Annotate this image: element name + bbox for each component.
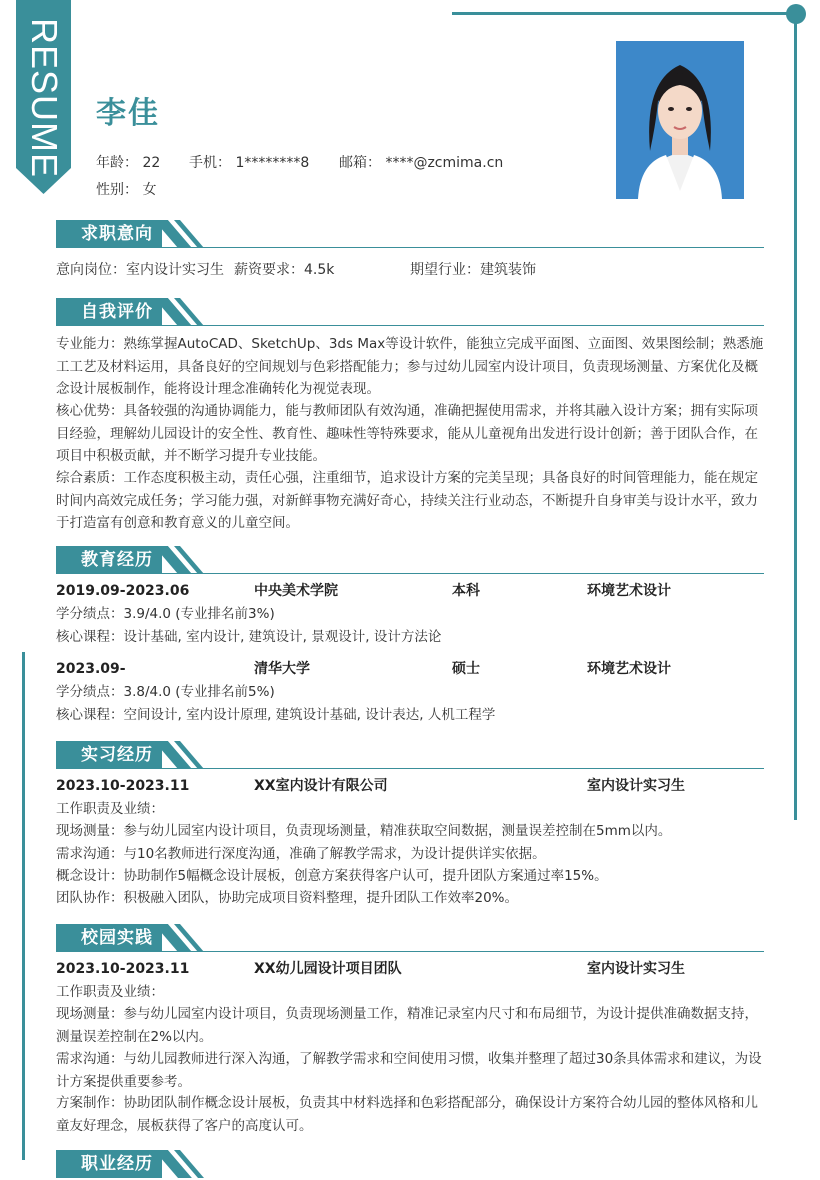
section-campus-practice [56, 924, 764, 954]
self-eval-strengths: 核心优势：具备较强的沟通协调能力，能与教师团队有效沟通，准确把握使用需求，并将其融入设计方案；拥有实际项目经验，理解幼儿园设计的安全性、教育性、趣味性等特殊要求，能从儿童视角出发进行设计创新；善于团队合作，在项目中积极贡献，并不断学习提升专业技能。 [56, 403, 758, 464]
intern-date: 2023.10-2023.11 [56, 778, 190, 794]
profile-photo [616, 41, 744, 199]
edu-school: 清华大学 [254, 661, 310, 677]
intern-company: XX室内设计有限公司 [254, 778, 388, 794]
self-eval-qualities: 综合素质：工作态度积极主动，责任心强，注重细节，追求设计方案的完美呈现；具备良好的时间管理能力，能在规定时间内高效完成任务；学习能力强，对新鲜事物充满好奇心，持续关注行业动态，不断提升自身审美与设计水平，致力于打造富有创意和教育意义的儿童空间。 [56, 470, 758, 531]
self-eval-professional: 专业能力：熟练掌握AutoCAD、SketchUp、3ds Max等设计软件，能独立完成平面图、立面图、效果图绘制；熟悉施工工艺及材料运用，具备良好的空间规划与色彩搭配能力；参与过幼儿园室内设计项目，负责现场测量、方案优化及概念设计展板制作，能将设计理念准确转化为视觉表现。 [56, 336, 764, 397]
resume-ribbon [16, 0, 71, 194]
section-next-cutoff [56, 1150, 764, 1180]
section-education [56, 546, 764, 576]
left-decorative-line [22, 652, 25, 1160]
edu-date: 2023.09- [56, 661, 126, 677]
intern-line: 概念设计：协助制作5幅概念设计展板，创意方案获得客户认可，提升团队方案通过率15%。 [56, 868, 608, 884]
section-title: 校园实践 [81, 928, 153, 948]
age-info: 年龄： 22 [96, 155, 161, 171]
campus-line: 方案制作：协助团队制作概念设计展板，负责其中材料选择和色彩搭配部分，确保设计方案符合幼儿园的整体风格和儿童友好理念，展板获得了客户的高度认可。 [56, 1095, 758, 1134]
education-entry-header [56, 580, 766, 602]
intern-line: 现场测量：参与幼儿园室内设计项目，负责现场测量，精准获取空间数据，测量误差控制在5mm以内。 [56, 823, 672, 839]
email-info: 邮箱： ****@zcmima.cn [339, 155, 504, 171]
edu-date: 2019.09-2023.06 [56, 583, 190, 599]
campus-line: 工作职责及业绩： [56, 984, 164, 1000]
intern-line: 需求沟通：与10名教师进行深度沟通，准确了解教学需求，为设计提供详实依据。 [56, 846, 546, 862]
edu-degree: 硕士 [452, 661, 480, 677]
intern-role: 室内设计实习生 [587, 778, 685, 794]
campus-line: 需求沟通：与幼儿园教师进行深入沟通，了解教学需求和空间使用习惯，收集并整理了超过30条具体需求和建议，为设计方案提供重要参考。 [56, 1051, 762, 1090]
edu-major: 环境艺术设计 [587, 583, 671, 599]
edu-degree: 本科 [452, 583, 480, 599]
intent-industry: 期望行业：建筑装饰 [410, 262, 536, 278]
section-title: 实习经历 [81, 745, 153, 765]
candidate-name: 李佳 [96, 96, 160, 131]
edu-courses: 核心课程：设计基础, 室内设计, 建筑设计, 景观设计, 设计方法论 [56, 629, 442, 645]
section-title: 教育经历 [81, 550, 153, 570]
campus-org: XX幼儿园设计项目团队 [254, 961, 402, 977]
campus-date: 2023.10-2023.11 [56, 961, 190, 977]
campus-line: 现场测量：参与幼儿园室内设计项目，负责现场测量工作，精准记录室内尺寸和布局细节，为设计提供准确数据支持，测量误差控制在2%以内。 [56, 1006, 758, 1045]
edu-school: 中央美术学院 [254, 583, 338, 599]
intern-line: 工作职责及业绩： [56, 801, 164, 817]
section-internship [56, 741, 764, 771]
job-intent-row [56, 259, 766, 281]
edu-gpa: 学分绩点：3.8/4.0 (专业排名前5%) [56, 684, 275, 700]
gender-info: 性别： 女 [96, 182, 157, 198]
education-entry-header [56, 658, 766, 680]
section-title: 职业经历 [81, 1154, 153, 1174]
intern-line: 团队协作：积极融入团队，协助完成项目资料整理，提升团队工作效率20%。 [56, 890, 519, 906]
resume-ribbon-text: RESUME [24, 18, 65, 179]
section-job-intent [56, 220, 764, 250]
phone-info: 手机： 1********8 [189, 155, 310, 171]
section-title: 自我评价 [81, 302, 153, 322]
section-self-evaluation [56, 298, 764, 328]
internship-header [56, 775, 766, 797]
section-title: 求职意向 [81, 224, 153, 244]
top-decorative-line [452, 12, 796, 15]
edu-courses: 核心课程：空间设计, 室内设计原理, 建筑设计基础, 设计表达, 人机工程学 [56, 707, 496, 723]
intent-position: 意向岗位：室内设计实习生 [56, 262, 224, 278]
intent-salary: 薪资要求：4.5k [234, 262, 335, 278]
campus-header [56, 958, 766, 980]
edu-gpa: 学分绩点：3.9/4.0 (专业排名前3%) [56, 606, 275, 622]
campus-role: 室内设计实习生 [587, 961, 685, 977]
right-decorative-line [794, 14, 797, 820]
edu-major: 环境艺术设计 [587, 661, 671, 677]
